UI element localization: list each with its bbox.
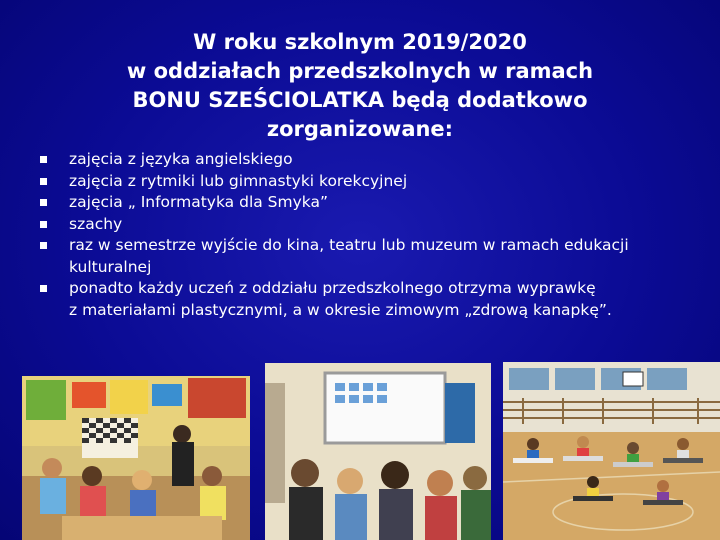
list-item — [40, 192, 700, 214]
bullet-text-continuation: z materiałami plastycznymi, a w okresie zimowym „zdrową kanapkę”. — [69, 300, 612, 319]
list-item — [40, 171, 700, 193]
list-item — [40, 214, 700, 236]
square-bullet-icon — [40, 199, 47, 206]
square-bullet-icon — [40, 178, 47, 185]
bullet-text: szachy — [69, 214, 123, 233]
list-item — [40, 149, 700, 171]
bullet-text: zajęcia z rytmiki lub gimnastyki korekcyjnej — [69, 171, 408, 190]
square-bullet-icon — [40, 156, 47, 163]
list-item — [40, 235, 700, 278]
bullet-text: zajęcia „ Informatyka dla Smyka” — [69, 193, 329, 211]
bullet-text-continuation: kulturalnej — [69, 257, 152, 276]
title-line: zorganizowane: — [266, 117, 454, 141]
title-line: BONU SZEŚCIOLATKA będą dodatkowo — [132, 88, 588, 112]
title-line: w oddziałach przedszkolnych w ramach — [126, 59, 594, 83]
square-bullet-icon — [40, 285, 47, 292]
bullet-text: zajęcia z języka angielskiego — [69, 150, 293, 168]
square-bullet-icon — [40, 221, 47, 228]
square-bullet-icon — [40, 242, 47, 249]
list-item — [40, 278, 700, 321]
bullet-text: ponadto każdy uczeń z oddziału przedszkolnego otrzyma wyprawkę — [69, 279, 596, 297]
bullet-list — [40, 149, 700, 321]
whiteboard-photo — [265, 363, 491, 540]
bullet-text: raz w semestrze wyjście do kina, teatru lub muzeum w ramach edukacji — [69, 236, 629, 254]
slide-title — [100, 28, 620, 144]
classroom-photo — [22, 376, 250, 540]
title-line: W roku szkolnym 2019/2020 — [193, 30, 527, 54]
gym-photo — [503, 362, 720, 540]
